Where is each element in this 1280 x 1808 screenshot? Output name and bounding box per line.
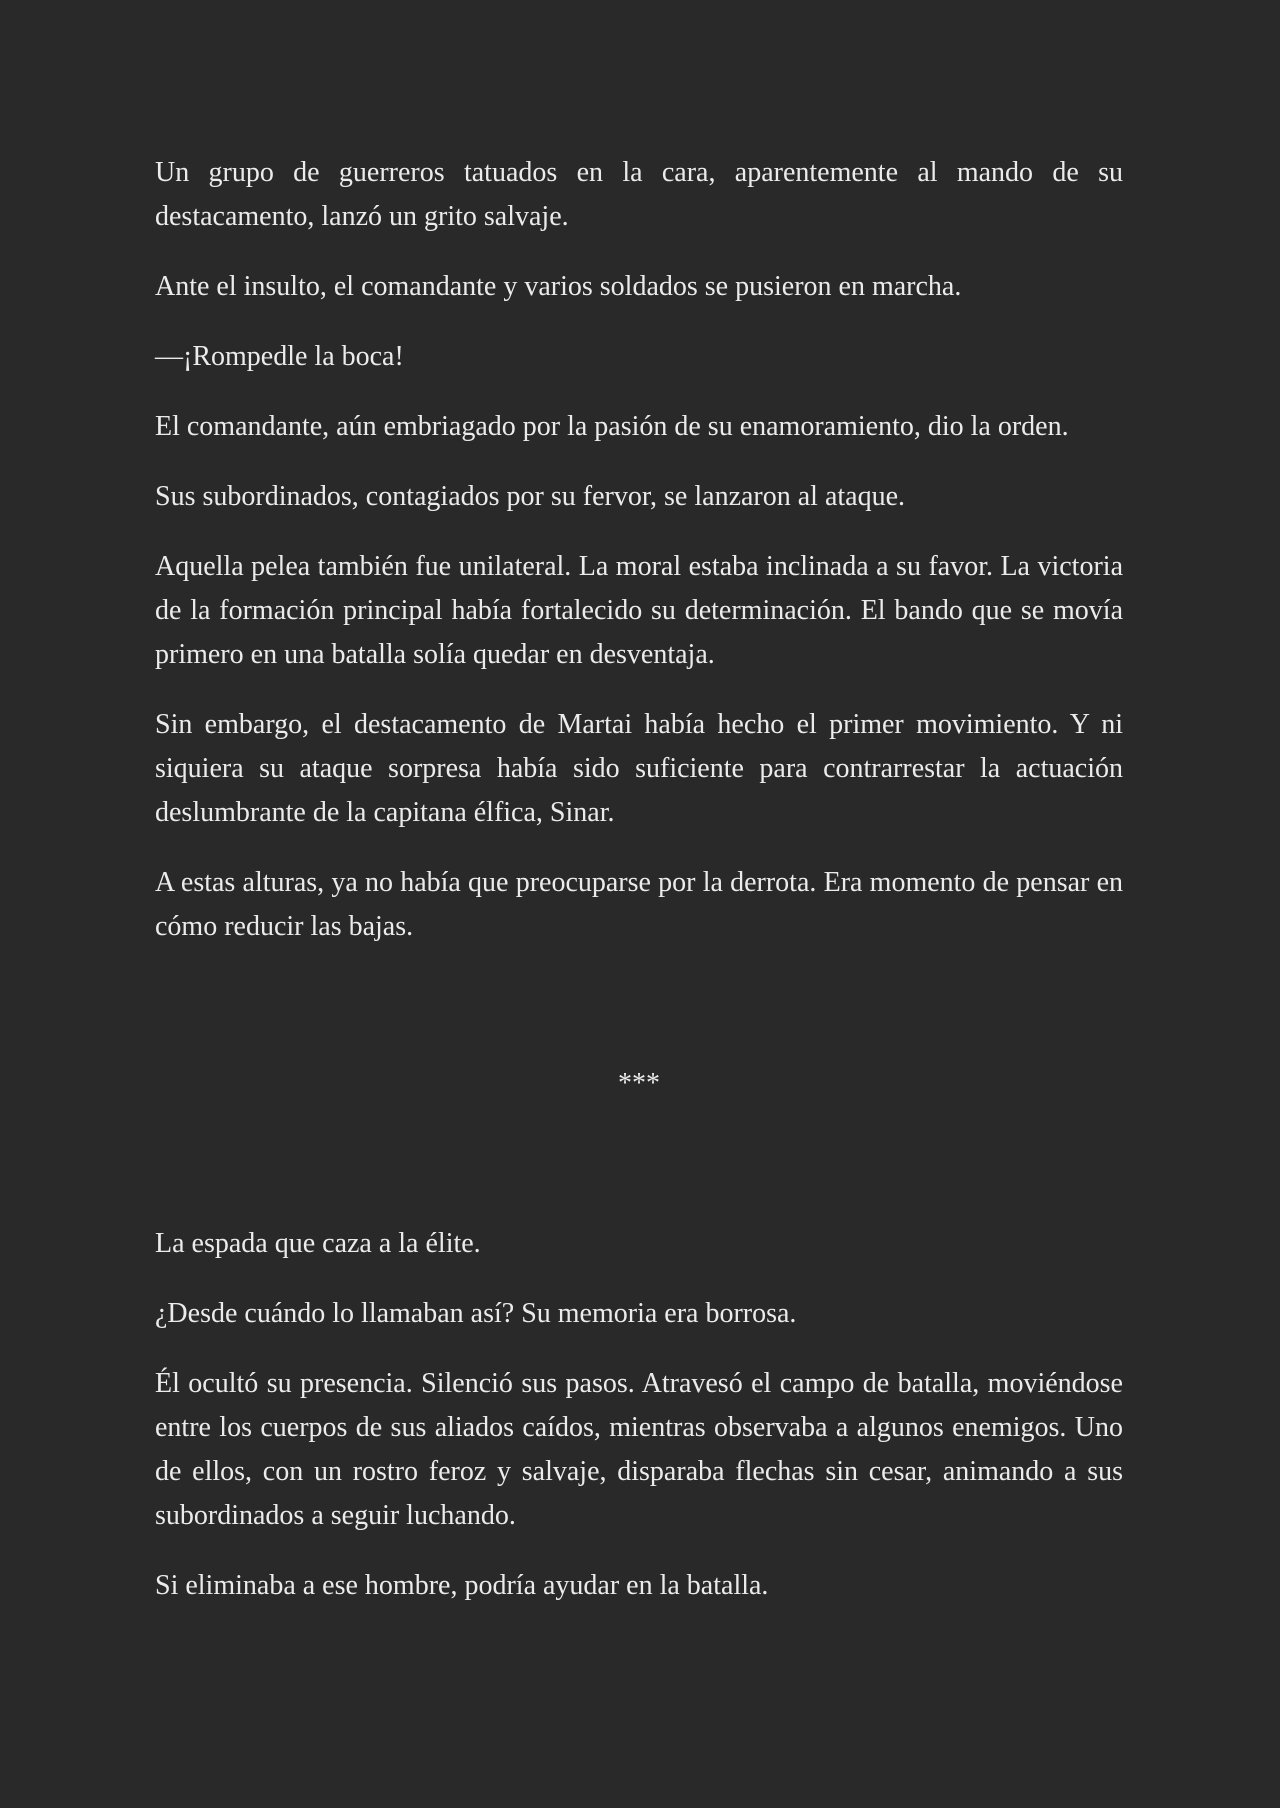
chapter-text <box>155 151 1123 1634</box>
paragraph: ¿Desde cuándo lo llamaban así? Su memoria era borrosa. <box>155 1298 797 1329</box>
paragraph: —¡Rompedle la boca! <box>155 341 404 372</box>
paragraph: Ante el insulto, el comandante y varios soldados se pusieron en marcha. <box>155 271 962 302</box>
paragraph: Sus subordinados, contagiados por su fervor, se lanzaron al ataque. <box>155 481 906 512</box>
paragraph: La espada que caza a la élite. <box>155 1228 481 1259</box>
paragraph: El comandante, aún embriagado por la pasión de su enamoramiento, dio la orden. <box>155 411 1069 442</box>
paragraph: Sin embargo, el destacamento de Martai había hecho el primer movimiento. Y ni siquiera su ataque sorpresa había sido suficiente para contrarrestar la actuación deslumbrante de la capitana élfica, Sinar. <box>155 709 1123 828</box>
paragraph: Aquella pelea también fue unilateral. La moral estaba inclinada a su favor. La victoria de la formación principal había fortalecido su determinación. El bando que se movía primero en una batalla solía quedar en desventaja. <box>155 551 1123 670</box>
paragraph: Si eliminaba a ese hombre, podría ayudar en la batalla. <box>155 1570 769 1601</box>
paragraph: Un grupo de guerreros tatuados en la cara, aparentemente al mando de su destacamento, lanzó un grito salvaje. <box>155 157 1123 232</box>
paragraph: Él ocultó su presencia. Silenció sus pasos. Atravesó el campo de batalla, moviéndose entre los cuerpos de sus aliados caídos, mientras observaba a algunos enemigos. Uno de ellos, con un rostro feroz y salvaje, disparaba flechas sin cesar, animando a sus subordinados a seguir luchando. <box>155 1368 1123 1531</box>
paragraph: A estas alturas, ya no había que preocuparse por la derrota. Era momento de pensar en cómo reducir las bajas. <box>155 867 1123 942</box>
scene-break: *** <box>618 1068 660 1099</box>
